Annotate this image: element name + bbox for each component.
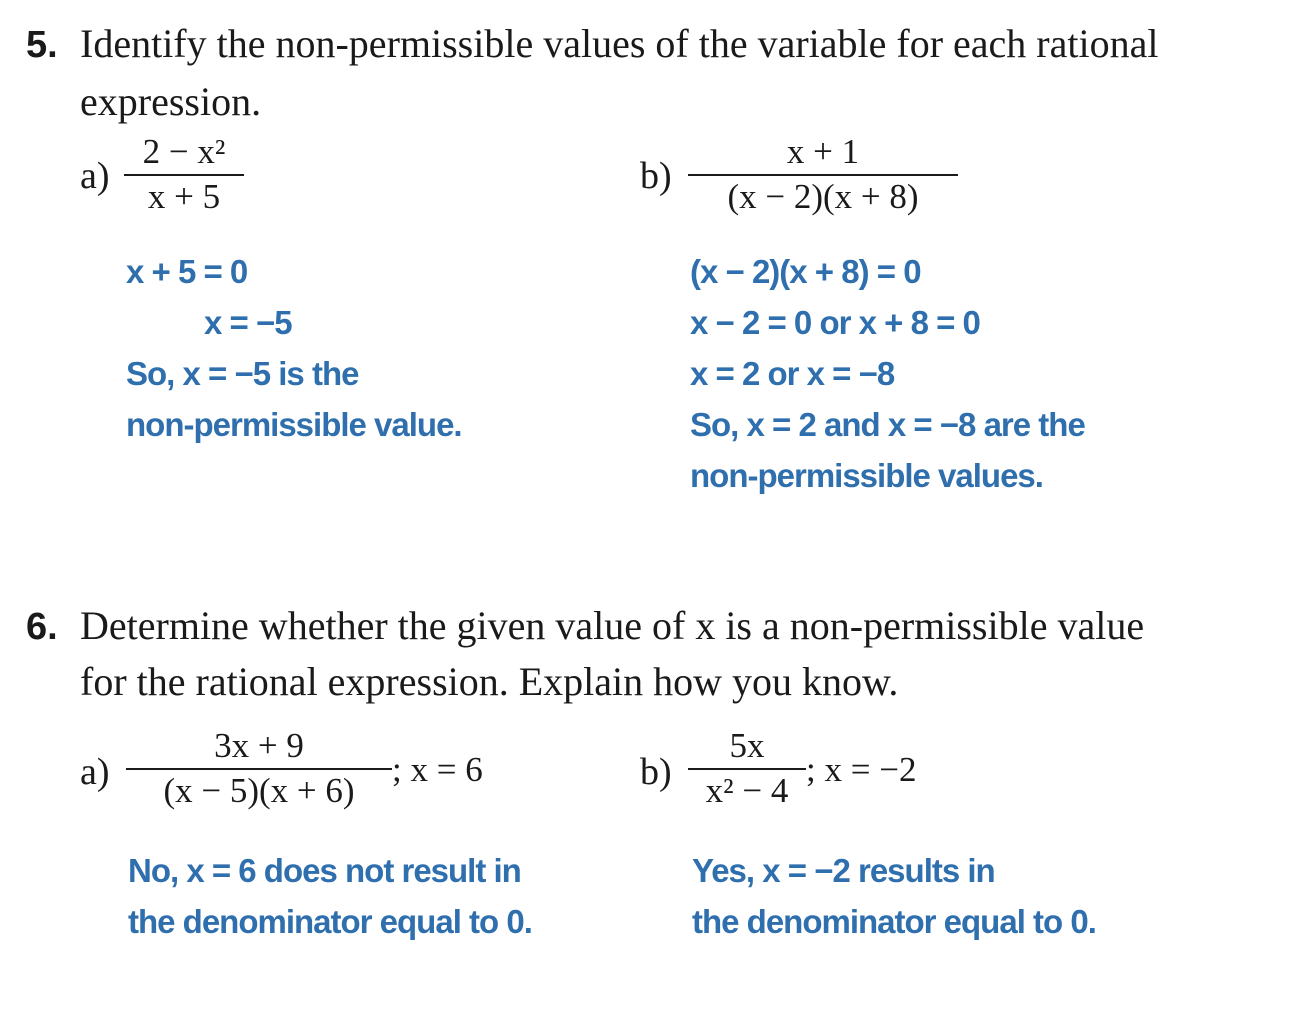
fraction-denominator: (x − 2)(x + 8)	[727, 177, 919, 216]
answer-6b-line-1: Yes, x = −2 results in	[692, 852, 995, 889]
fraction-bar	[126, 768, 392, 770]
answer-6b-line-2: the denominator equal to 0.	[692, 903, 1096, 940]
answer-5b-line-2: x − 2 = 0 or x + 8 = 0	[690, 304, 980, 341]
answer-5b-line-5: non-permissible values.	[690, 457, 1043, 494]
answer-6a-line-1: No, x = 6 does not result in	[128, 852, 521, 889]
answer-5a-line-1: x + 5 = 0	[126, 253, 248, 290]
question-5-number: 5.	[26, 24, 58, 66]
fraction-bar	[688, 174, 958, 176]
question-6b-condition: ; x = −2	[806, 750, 917, 789]
question-6-text-line-2: for the rational expression. Explain how you know.	[80, 659, 899, 704]
question-6-text-line-1: Determine whether the given value of x is a non-permissible value	[80, 603, 1145, 648]
fraction-numerator: 5x	[729, 726, 765, 765]
fraction-numerator: x + 1	[786, 132, 860, 171]
question-5a-label: a)	[80, 155, 110, 197]
fraction-denominator: x + 5	[147, 177, 221, 216]
answer-5a-line-2: x = −5	[204, 304, 292, 341]
fraction-bar	[124, 174, 244, 176]
question-6a-condition: ; x = 6	[392, 750, 483, 789]
fraction-numerator: 2 − x²	[142, 132, 226, 171]
question-6a-label: a)	[80, 751, 110, 793]
answer-5b-line-1: (x − 2)(x + 8) = 0	[690, 253, 921, 290]
question-6b-fraction	[688, 726, 806, 816]
question-5-text-line-1: Identify the non-permissible values of the variable for each rational	[80, 21, 1159, 66]
question-5a-fraction	[124, 132, 244, 222]
question-6a-fraction	[126, 726, 392, 816]
answer-6a-line-2: the denominator equal to 0.	[128, 903, 532, 940]
question-5b-label: b)	[640, 155, 672, 197]
question-6-number: 6.	[26, 606, 58, 648]
answer-5a-line-4: non-permissible value.	[126, 406, 462, 443]
question-5b-fraction	[688, 132, 958, 222]
question-5-text-line-2: expression.	[80, 79, 262, 124]
fraction-bar	[688, 768, 806, 770]
question-6b-label: b)	[640, 751, 672, 793]
answer-5b-line-3: x = 2 or x = −8	[690, 355, 895, 392]
answer-5b-line-4: So, x = 2 and x = −8 are the	[690, 406, 1085, 443]
fraction-denominator: x² − 4	[705, 771, 789, 810]
fraction-denominator: (x − 5)(x + 6)	[163, 771, 355, 810]
answer-5a-line-3: So, x = −5 is the	[126, 355, 359, 392]
fraction-numerator: 3x + 9	[214, 726, 304, 765]
